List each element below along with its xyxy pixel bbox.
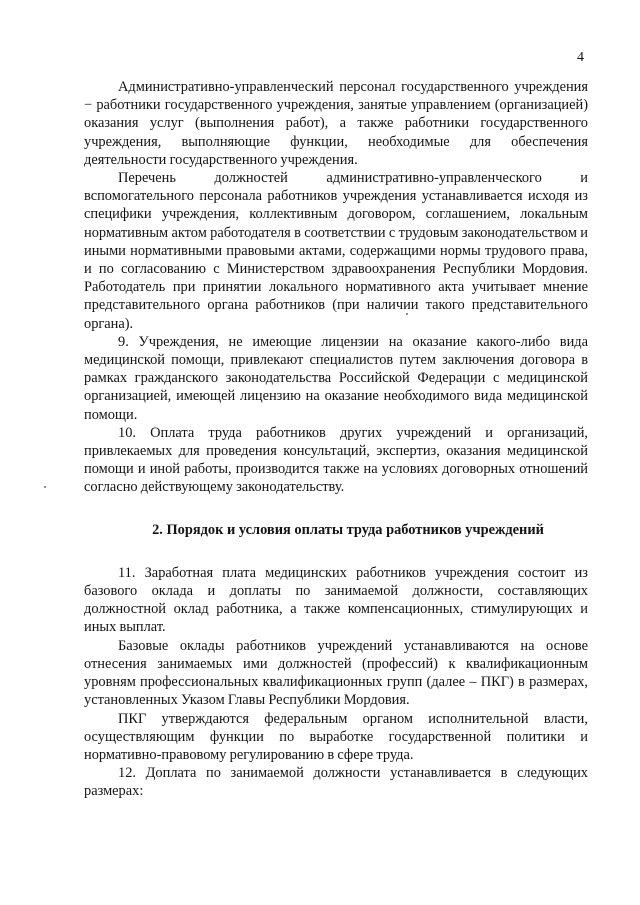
paragraph-item-10: 10. Оплата труда работников других учреждений и организаций, привлекаемых для проведения консультаций, экспертиз, оказания медицинской помощи и иной работы, производится также на условиях договорных отношений согласно действующему законодательству. bbox=[84, 424, 588, 496]
paragraph-staff-list: Перечень должностей административно-управленческого и вспомогательного персонала работников учреждения устанавливается исходя из специфики учреждения, коллективным договором, соглашением, локальным нормативным актом работодателя в соответствии с трудовым законодательством и иными нормативными правовыми актами, содержащими нормы трудового права, и по согласованию с Министерством здравоохранения Республики Мордовия. Работодатель при принятии локального нормативного акта учитывает мнение представительного органа работников (при наличии такого представительного органа). bbox=[84, 170, 588, 332]
section-heading: 2. Порядок и условия оплаты труда работников учреждений bbox=[152, 521, 544, 538]
document-body bbox=[84, 78, 588, 801]
paragraph-item-12: 12. Доплата по занимаемой должности устанавливается в следующих размерах: bbox=[84, 765, 588, 800]
paragraph-base-salaries: Базовые оклады работников учреждений устанавливаются на основе отнесения занимаемых ими должностей (профессий) к квалификационным уровням профессиональных квалификационных групп (далее – ПКГ) в размерах, установленных Указом Главы Республики Мордовия. bbox=[84, 637, 588, 709]
page-number: 4 bbox=[577, 50, 584, 65]
scan-speck bbox=[44, 486, 46, 488]
paragraph-admin-staff: Административно-управленческий персонал государственного учреждения − работники государственного учреждения, занятые управлением (организацией) оказания услуг (выполнения работ), а также работники государственного учреждения, выполняющие функции, необходимые для обеспечения деятельности государственного учреждения. bbox=[84, 79, 588, 168]
paragraph-item-9: 9. Учреждения, не имеющие лицензии на оказание какого-либо вида медицинской помощи, привлекают специалистов путем заключения договора в рамках гражданского законодательства Российской Федерации с медицинской организацией, имеющей лицензию на оказание необходимого вида медицинской помощи. bbox=[84, 333, 588, 423]
paragraph-pkg: ПКГ утверждаются федеральным органом исполнительной власти, осуществляющим функции по выработке государственной политики и нормативно-правовому регулированию в сфере труда. bbox=[84, 710, 588, 763]
paragraph-item-11: 11. Заработная плата медицинских работников учреждения состоит из базового оклада и доплаты по занимаемой должности, составляющих должностной оклад работника, а также компенсационных, стимулирующих и иных выплат. bbox=[84, 564, 588, 636]
